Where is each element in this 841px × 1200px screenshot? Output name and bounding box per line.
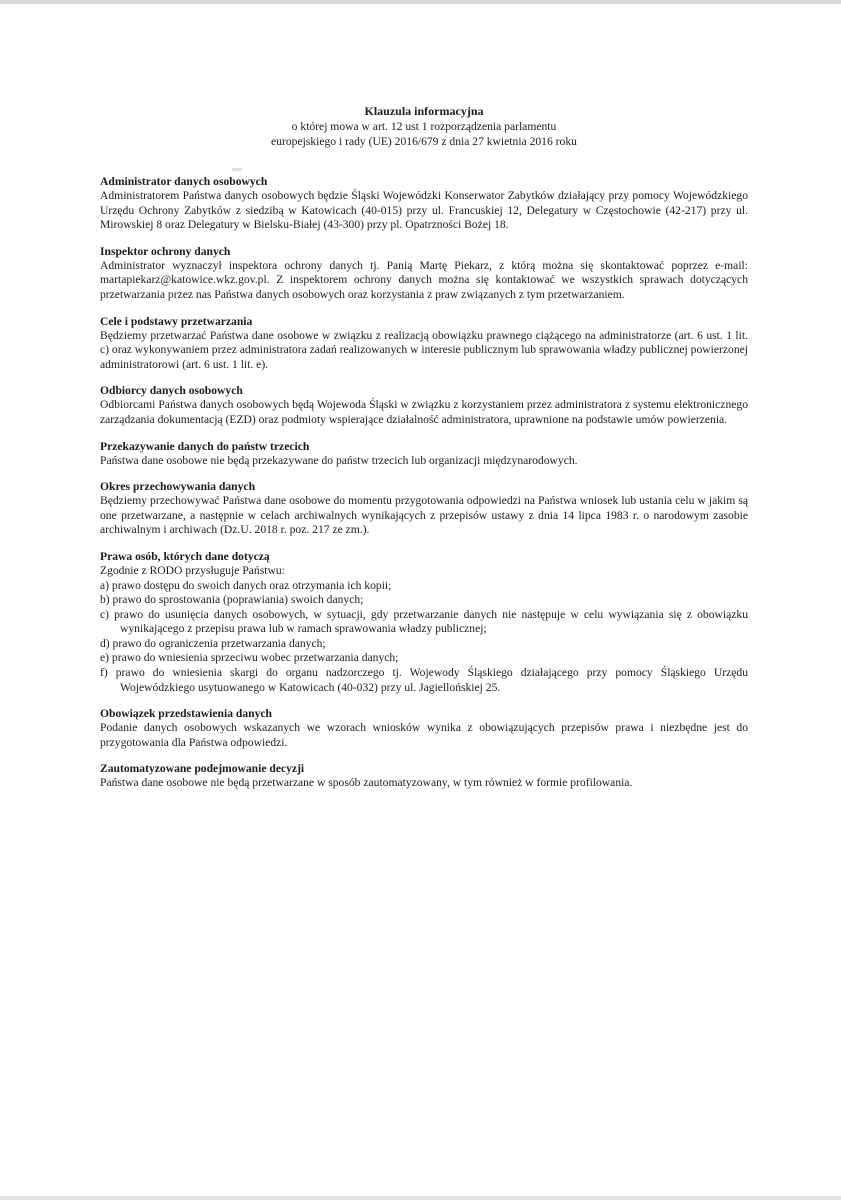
- list-item: e) prawo do wniesienia sprzeciwu wobec przetwarzania danych;: [100, 651, 399, 665]
- section-recipients: [100, 384, 748, 427]
- section-administrator: [100, 175, 748, 233]
- header-line-2: europejskiego i rady (UE) 2016/679 z dnia 27 kwietnia 2016 roku: [271, 135, 577, 148]
- scan-edge-top: [0, 0, 841, 4]
- section-text: Będziemy przechowywać Państwa dane osobowe do momentu przygotowania odpowiedzi na Państwa wniosek lub ustania celu w jakim są one przetwarzane, a następnie w celach archiwalnych wynikających z przepisów ustawy z dnia 14 lipca 1983 r. o narodowym zasobie archiwalnym i archiwach (Dz.U. 2018 r. poz. 217 ze zm.).: [100, 494, 748, 537]
- section-text: Administrator wyznaczył inspektora ochrony danych tj. Panią Martę Piekarz, z którą można się skontaktować poprzez e-mail: martapiekarz@katowice.wkz.gov.pl. Z inspektorem ochrony danych można się kontaktować we wszystkich sprawach dotyczących przetwarzania przez nas Państwa danych osobowych oraz korzystania z praw związanych z tym przetwarzaniem.: [100, 258, 748, 301]
- section-text: Administratorem Państwa danych osobowych będzie Śląski Wojewódzki Konserwator Zabytków działający przy pomocy Wojewódzkiego Urzędu Ochrony Zabytków z siedzibą w Katowicach (40-015) przy ul. Francuskiej 12, Delegatury w Częstochowie (42-217) przy ul. Mirowskiej 8 oraz Delegatury w Bielsku-Białej (43-300) przy pl. Opatrzności Bożej 18.: [100, 189, 748, 232]
- list-item: d) prawo do ograniczenia przetwarzania danych;: [100, 636, 326, 650]
- section-third-countries: [100, 440, 748, 469]
- section-inspector: [100, 245, 748, 303]
- section-heading: Cele i podstawy przetwarzania: [100, 314, 253, 328]
- section-heading: Odbiorcy danych osobowych: [100, 384, 243, 398]
- section-heading: Administrator danych osobowych: [100, 175, 268, 188]
- section-text: Państwa dane osobowe nie będą przekazywane do państw trzecich lub organizacji międzynarodowych.: [100, 453, 578, 467]
- section-text: Państwa dane osobowe nie będą przetwarzane w sposób zautomatyzowany, w tym również w formie profilowania.: [100, 776, 633, 790]
- list-item: a) prawo dostępu do swoich danych oraz otrzymania ich kopii;: [100, 578, 392, 592]
- list-item: f) prawo do wniesienia skargi do organu nadzorczego tj. Wojewody Śląskiego działającego przy pomocy Śląskiego Urzędu Wojewódzkiego usytuowanego w Katowicach (40-032) przy ul. Jagiellońskiej 25.: [100, 666, 748, 694]
- section-text: Odbiorcami Państwa danych osobowych będą Wojewoda Śląski w związku z korzystaniem przez administratora z systemu elektronicznego zarządzania dokumentacją (EZD) oraz podmioty wspierające działalność administratora, uprawnione na podstawie umów powierzenia.: [100, 398, 748, 426]
- section-heading: Okres przechowywania danych: [100, 480, 256, 494]
- section-heading: Przekazywanie danych do państw trzecich: [100, 439, 310, 453]
- section-purposes: [100, 315, 748, 373]
- header-line-1: o której mowa w art. 12 ust 1 rozporządzenia parlamentu: [291, 120, 557, 133]
- rights-intro: Zgodnie z RODO przysługuje Państwu:: [100, 563, 285, 577]
- section-text: Podanie danych osobowych wskazanych we wzorach wniosków wynika z obowiązujących przepisów prawa i niezbędne jest do przygotowania dla Państwa odpowiedzi.: [100, 721, 748, 749]
- section-automated-decisions: [100, 762, 748, 791]
- section-rights: [100, 550, 748, 695]
- scan-edge-bottom: [0, 1196, 841, 1200]
- rights-list: [100, 579, 748, 696]
- list-item: c) prawo do usunięcia danych osobowych, w sytuacji, gdy przetwarzanie danych nie następuje w celu wywiązania się z obowiązku wynikającego z przepisu prawa lub w ramach sprawowania władzy publicznej;: [100, 607, 748, 636]
- section-heading: Zautomatyzowane podejmowanie decyzji: [100, 762, 305, 776]
- document-page: [100, 104, 748, 791]
- section-heading: Obowiązek przedstawienia danych: [100, 707, 272, 721]
- section-obligation: [100, 707, 748, 750]
- section-retention: [100, 480, 748, 538]
- document-title: Klauzula informacyjna: [364, 104, 484, 118]
- section-heading: Inspektor ochrony danych: [100, 244, 231, 258]
- section-text: Będziemy przetwarzać Państwa dane osobowe w związku z realizacją obowiązku prawnego ciążącego na administratorze (art. 6 ust. 1 lit. c) oraz wykonywaniem przez administratora zadań realizowanych w interesie publicznym lub sprawowania władzy publicznej powierzonej administratorowi (art. 6 ust. 1 lit. e).: [100, 328, 748, 371]
- document-header: [100, 104, 748, 149]
- section-heading: Prawa osób, których dane dotyczą: [100, 549, 270, 563]
- list-item: b) prawo do sprostowania (poprawiania) swoich danych;: [100, 593, 364, 607]
